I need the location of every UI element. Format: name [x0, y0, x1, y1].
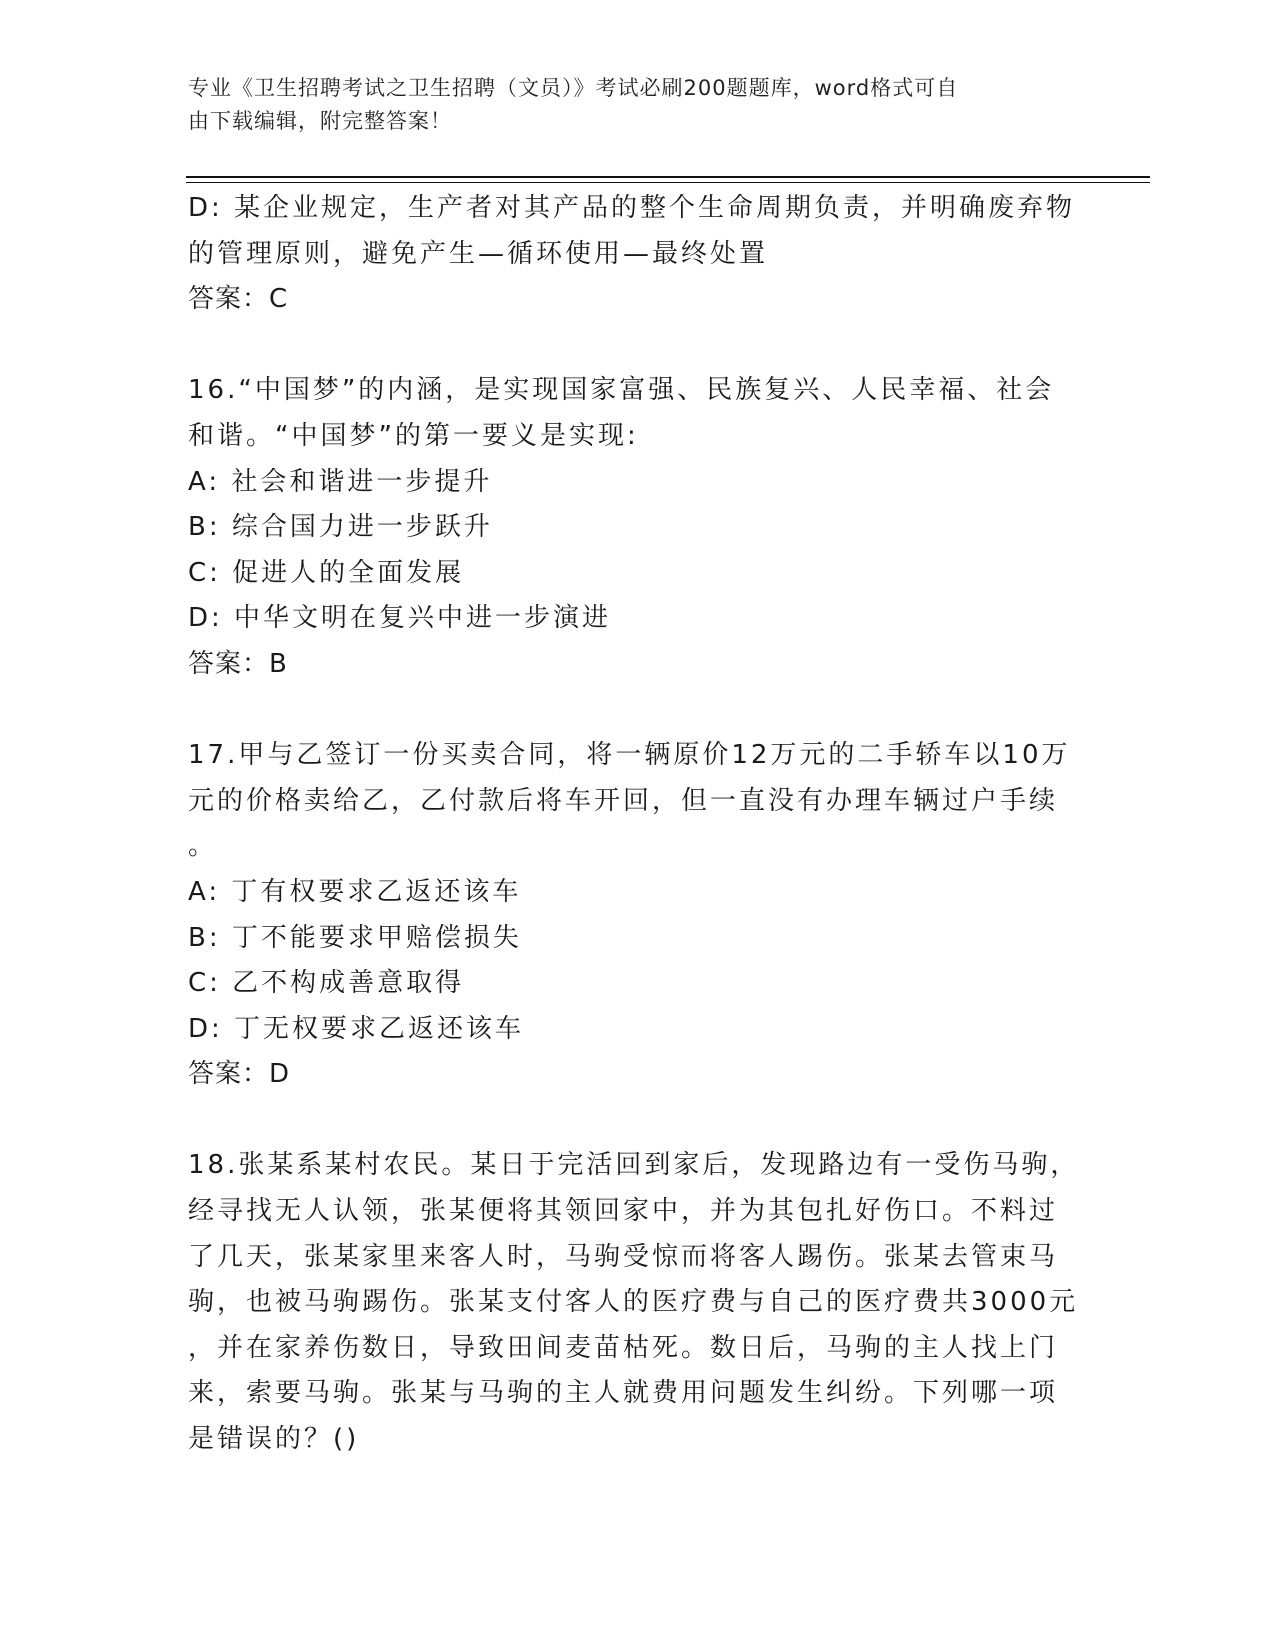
question-stem-continued: 元的价格卖给乙，乙付款后将车开回，但一直没有办理车辆过户手续	[188, 785, 1059, 816]
option-b: B: 综合国力进一步跃升	[188, 512, 493, 543]
question-17	[188, 733, 1071, 1098]
question-stem-continued: 。	[188, 831, 218, 862]
answer: 答案：B	[188, 648, 288, 679]
question-16	[188, 368, 1068, 687]
option-d: D: 中华文明在复兴中进一步演进	[188, 603, 612, 634]
question-18	[188, 1143, 1080, 1462]
option-d: D: 丁无权要求乙返还该车	[188, 1013, 525, 1044]
header-line-1: 专业《卫生招聘考试之卫生招聘（文员）》考试必刷200题题库，word格式可自	[188, 76, 959, 100]
question-stem-continued: 了几天，张某家里来客人时，马驹受惊而将客人踢伤。张某去管束马	[188, 1241, 1059, 1272]
option-d: D: 某企业规定，生产者对其产品的整个生命周期负责，并明确废弃物	[188, 193, 1076, 223]
question-stem: 17.甲与乙签订一份买卖合同，将一辆原价12万元的二手轿车以10万	[188, 740, 1071, 771]
question-stem-continued: 是错误的？()	[188, 1424, 360, 1455]
document-body	[188, 186, 1080, 1463]
question-stem-continued: 和谐。“中国梦”的第一要义是实现:	[188, 420, 639, 451]
answer: 答案：C	[188, 284, 289, 315]
option-a: A: 丁有权要求乙返还该车	[188, 876, 522, 907]
header-line-2: 由下载编辑，附完整答案！	[188, 109, 452, 133]
spacer	[188, 323, 1068, 369]
question-stem: 16.“中国梦”的内涵，是实现国家富强、民族复兴、人民幸福、社会	[188, 375, 1055, 406]
question-stem: 18.张某系某村农民。某日于完活回到家后，发现路边有一受伤马驹，	[188, 1150, 1080, 1181]
document-header	[188, 72, 1068, 138]
option-c: C: 乙不构成善意取得	[188, 968, 465, 999]
question-stem-continued: 驹，也被马驹踢伤。张某支付客人的医疗费与自己的医疗费共3000元	[188, 1287, 1079, 1318]
option-b: B: 丁不能要求甲赔偿损失	[188, 922, 522, 953]
header-divider-thin	[186, 182, 1150, 183]
answer: 答案：D	[188, 1059, 291, 1090]
spacer	[188, 1098, 1068, 1144]
question-stem-continued: 经寻找无人认领，张某便将其领回家中，并为其包扎好伤口。不料过	[188, 1196, 1059, 1227]
spacer	[188, 688, 1068, 734]
question-15-tail	[188, 186, 1076, 323]
option-c: C: 促进人的全面发展	[188, 557, 465, 588]
question-stem-continued: ，并在家养伤数日，导致田间麦苗枯死。数日后，马驹的主人找上门	[188, 1332, 1059, 1363]
option-a: A: 社会和谐进一步提升	[188, 466, 493, 497]
question-stem-continued: 来，索要马驹。张某与马驹的主人就费用问题发生纠纷。下列哪一项	[188, 1378, 1059, 1409]
option-d-continued: 的管理原则，避免产生—循环使用—最终处置	[188, 238, 769, 269]
header-divider-thick	[186, 176, 1150, 178]
